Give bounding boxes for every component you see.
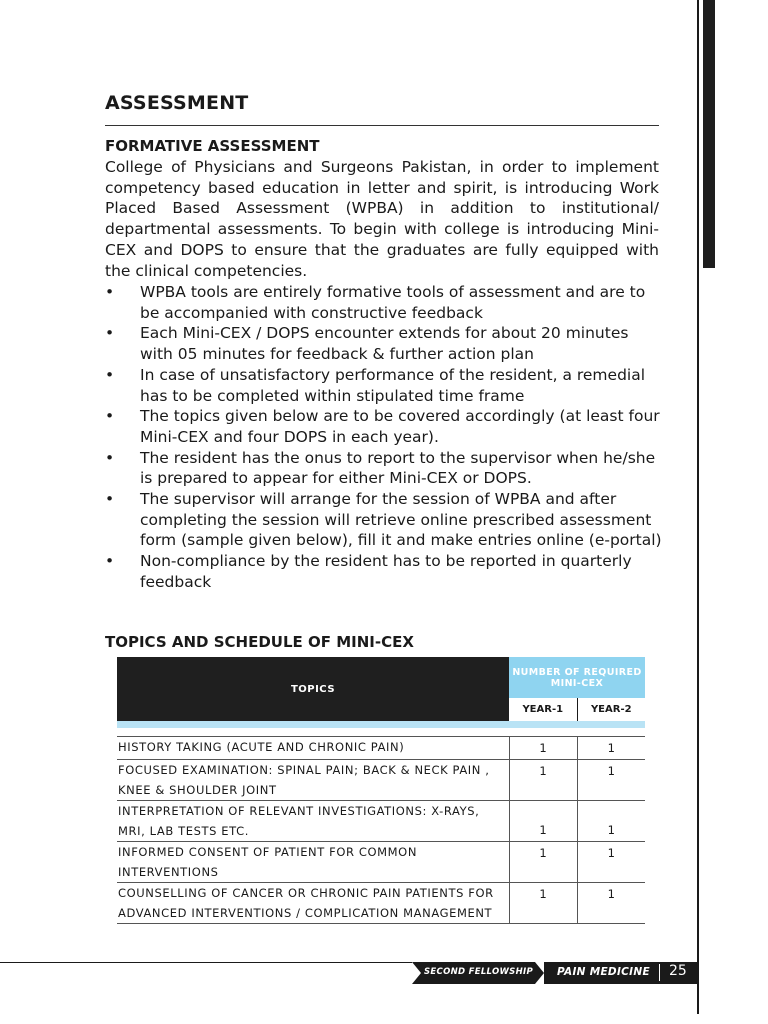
year-2-cell: 1 xyxy=(577,760,645,801)
bullet-icon: • xyxy=(105,448,115,467)
year-2-cell: 1 xyxy=(577,801,645,842)
topic-cell: INTERPRETATION OF RELEVANT INVESTIGATIONS: X-RAYS, MRI, LAB TESTS ETC. xyxy=(117,801,509,842)
right-edge-tab xyxy=(703,0,715,268)
year-2-cell: 1 xyxy=(577,883,645,924)
year-1-cell: 1 xyxy=(509,842,577,883)
list-item xyxy=(105,282,665,323)
bullet-text: The resident has the onus to report to the supervisor when he/she is prepared to appear for either Mini-CEX or DOPS. xyxy=(140,448,656,488)
topic-cell: COUNSELLING OF CANCER OR CHRONIC PAIN PATIENTS FOR ADVANCED INTERVENTIONS / COMPLICATION MANAGEMENT xyxy=(117,883,509,924)
list-item xyxy=(105,489,665,551)
table-row xyxy=(117,737,645,760)
formative-assessment-heading: FORMATIVE ASSESSMENT xyxy=(105,137,320,155)
list-item xyxy=(105,448,665,489)
footer-series-label: SECOND FELLOWSHIP xyxy=(424,967,533,977)
year-2-cell: 1 xyxy=(577,842,645,883)
mini-cex-table xyxy=(117,657,645,924)
year-2-cell: 1 xyxy=(577,737,645,760)
schedule-heading: TOPICS AND SCHEDULE OF MINI-CEX xyxy=(105,633,414,651)
year-2-header: YEAR-2 xyxy=(577,698,645,721)
year-1-cell: 1 xyxy=(509,737,577,760)
title-divider xyxy=(105,125,659,126)
header-band xyxy=(117,721,645,728)
formative-paragraph: College of Physicians and Surgeons Pakistan, in order to implement competency based education in letter and spirit, is introducing Work Placed Based Assessment (WPBA) in addition to institutional/ departmental assessments. To begin with college is introducing Mini-CEX and DOPS to ensure that the graduates are fully equipped with the clinical competencies. xyxy=(105,158,659,280)
list-item xyxy=(105,551,665,592)
year-1-cell: 1 xyxy=(509,760,577,801)
bullet-text: The supervisor will arrange for the session of WPBA and after completing the session will retrieve online prescribed assessment form (sample given below), fill it and make entries online (e-portal) xyxy=(140,490,662,550)
number-required-header: NUMBER OF REQUIRED MINI-CEX xyxy=(509,657,645,698)
topic-cell: INFORMED CONSENT OF PATIENT FOR COMMON INTERVENTIONS xyxy=(117,842,509,883)
formative-bullet-list xyxy=(105,282,665,593)
table-row xyxy=(117,842,645,883)
table-row xyxy=(117,883,645,924)
year-1-cell: 1 xyxy=(509,883,577,924)
right-edge-line xyxy=(697,0,699,1014)
footer-separator xyxy=(659,964,660,981)
bullet-text: In case of unsatisfactory performance of the resident, a remedial has to be completed within stipulated time frame xyxy=(140,365,646,405)
table-row xyxy=(117,760,645,801)
bullet-text: Each Mini-CEX / DOPS encounter extends for about 20 minutes with 05 minutes for feedback & further action plan xyxy=(140,324,629,364)
chevron-right-icon xyxy=(535,962,544,984)
topic-cell: FOCUSED EXAMINATION: SPINAL PAIN; BACK & NECK PAIN , KNEE & SHOULDER JOINT xyxy=(117,760,509,801)
bullet-icon: • xyxy=(105,324,115,343)
bullet-icon: • xyxy=(105,365,115,384)
bullet-text: WPBA tools are entirely formative tools of assessment and are to be accompanied with constructive feedback xyxy=(140,283,646,322)
bullet-icon: • xyxy=(105,552,115,571)
year-1-header: YEAR-1 xyxy=(509,698,577,721)
topics-column-header: TOPICS xyxy=(117,657,509,721)
bullet-text: The topics given below are to be covered accordingly (at least four Mini-CEX and four DOPS in each year). xyxy=(140,407,660,446)
bullet-icon: • xyxy=(105,490,115,509)
table-row xyxy=(117,801,645,842)
year-1-cell: 1 xyxy=(509,801,577,842)
footer-specialty-label: PAIN MEDICINE xyxy=(557,966,650,978)
bullet-icon: • xyxy=(105,407,115,426)
list-item xyxy=(105,323,665,364)
bullet-icon: • xyxy=(105,283,115,301)
list-item xyxy=(105,365,665,406)
bullet-text: Non-compliance by the resident has to be reported in quarterly feedback xyxy=(140,552,632,591)
page-number: 25 xyxy=(669,963,687,979)
topic-cell: HISTORY TAKING (ACUTE AND CHRONIC PAIN) xyxy=(117,737,509,760)
list-item xyxy=(105,406,665,447)
page-title: ASSESSMENT xyxy=(105,92,249,114)
chevron-right-icon xyxy=(412,962,421,984)
